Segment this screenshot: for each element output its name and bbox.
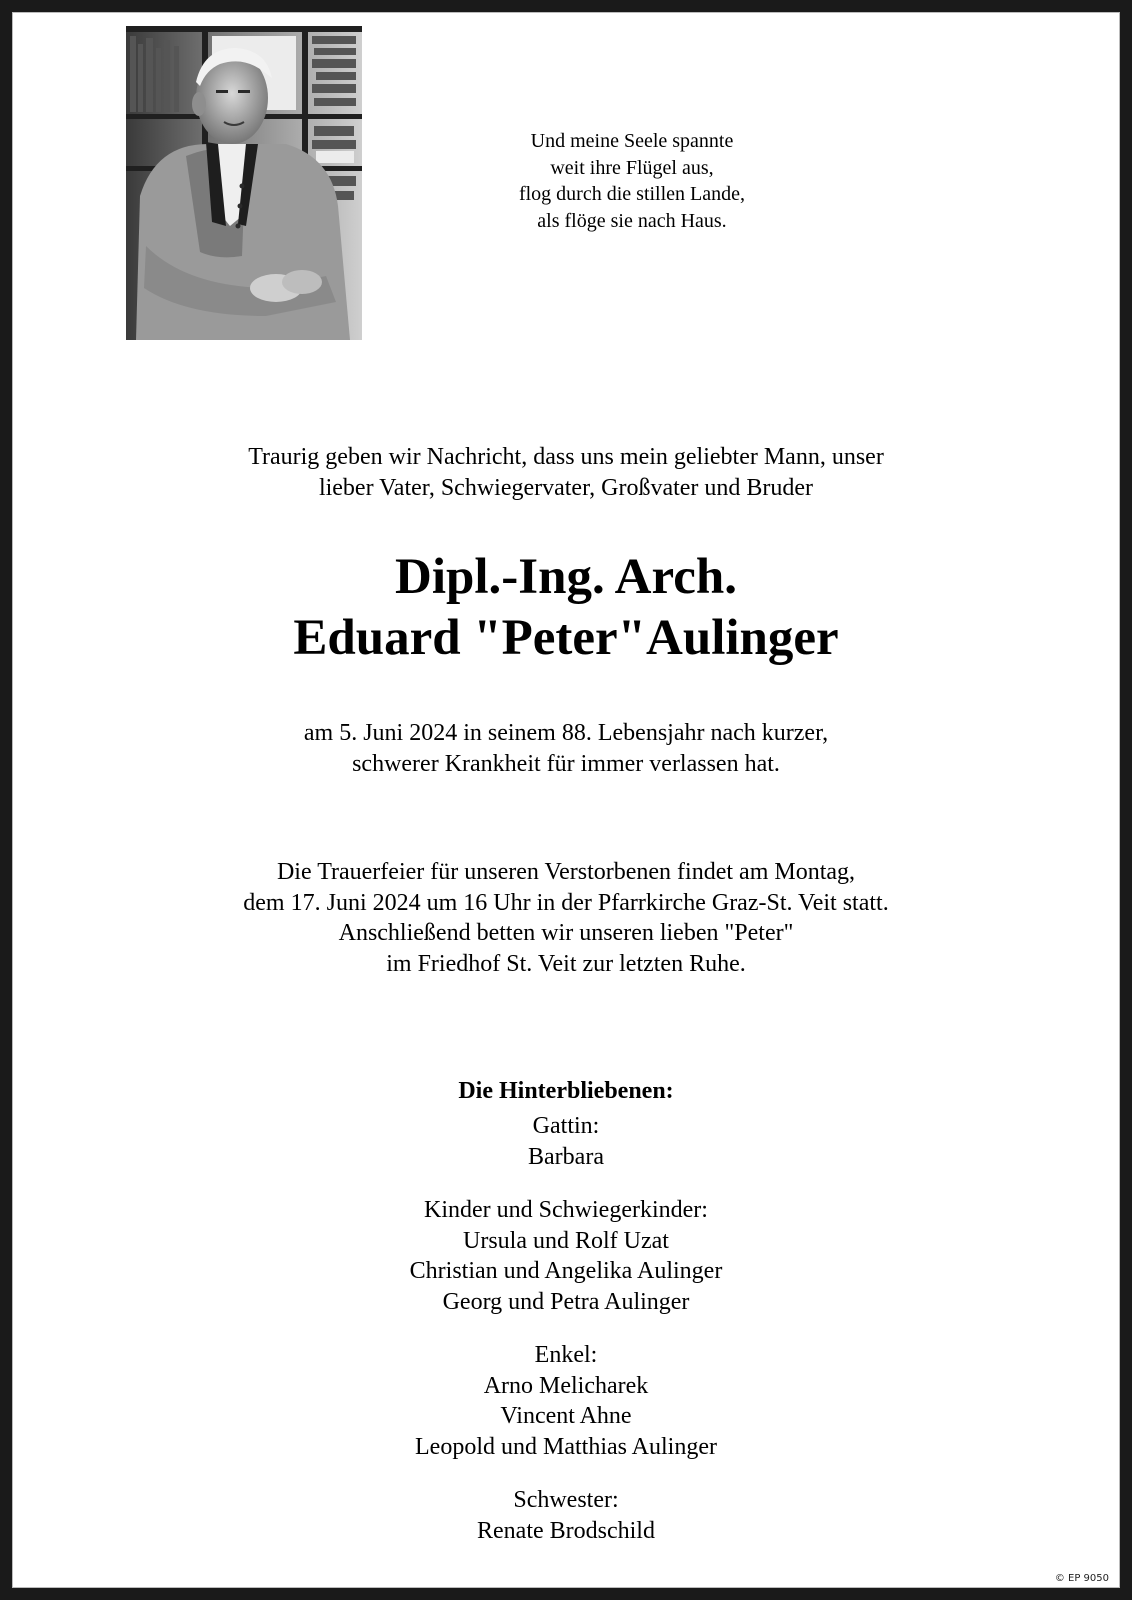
survivor-name: Barbara — [528, 1143, 604, 1170]
group-label: Enkel: — [534, 1342, 598, 1368]
poem-verse — [452, 128, 812, 234]
funeral-details — [12, 857, 1120, 979]
survivor-name: Vincent Ahne — [500, 1403, 632, 1429]
survivor-name: Ursula und Rolf Uzat — [463, 1227, 669, 1254]
survivor-group-children — [12, 1195, 1120, 1317]
poem-line: Und meine Seele spannte — [530, 130, 734, 152]
death-notice-line: schwerer Krankheit für immer verlassen hat. — [352, 751, 780, 777]
survivor-name: Leopold und Matthias Aulinger — [415, 1433, 717, 1460]
announcement-line: Traurig geben wir Nachricht, dass uns mein geliebter Mann, unser — [248, 444, 884, 470]
survivor-name: Renate Brodschild — [477, 1517, 655, 1544]
group-label: Schwester: — [513, 1487, 619, 1513]
poem-line: als flöge sie nach Haus. — [537, 209, 727, 232]
survivor-name: Christian und Angelika Aulinger — [409, 1258, 723, 1284]
group-label: Kinder und Schwiegerkinder: — [424, 1197, 708, 1223]
survivor-name: Arno Melicharek — [483, 1372, 649, 1399]
survivor-group-grandchildren — [12, 1340, 1120, 1462]
death-notice — [12, 718, 1120, 780]
survivor-name: Georg und Petra Aulinger — [442, 1288, 690, 1315]
deceased-title: Dipl.-Ing. Arch. — [395, 549, 737, 605]
poem-line: flog durch die stillen Lande, — [518, 183, 746, 205]
survivors-section — [12, 1076, 1120, 1546]
survivors-heading: Die Hinterbliebenen: — [458, 1078, 674, 1104]
death-notice-line: am 5. Juni 2024 in seinem 88. Lebensjahr nach kurzer, — [303, 720, 829, 746]
portrait-photo — [126, 26, 362, 340]
deceased-name: Eduard "Peter"Aulinger — [293, 610, 839, 666]
copyright-mark: © EP 9050 — [1054, 1573, 1109, 1584]
poem-line: weit ihre Flügel aus, — [550, 156, 714, 179]
funeral-line: dem 17. Juni 2024 um 16 Uhr in der Pfarrkirche Graz-St. Veit statt. — [243, 889, 889, 916]
announcement-line: lieber Vater, Schwiegervater, Großvater und Bruder — [318, 475, 814, 501]
survivor-group-spouse — [12, 1111, 1120, 1172]
survivor-group-sister — [12, 1485, 1120, 1546]
portrait-illustration — [126, 26, 362, 340]
deceased-name-block — [12, 547, 1120, 669]
funeral-line: im Friedhof St. Veit zur letzten Ruhe. — [386, 950, 746, 977]
funeral-line: Anschließend betten wir unseren lieben "Peter" — [338, 920, 794, 946]
group-label: Gattin: — [532, 1113, 600, 1139]
announcement-text — [12, 442, 1120, 504]
obituary-sheet — [12, 12, 1120, 1588]
funeral-line: Die Trauerfeier für unseren Verstorbenen findet am Montag, — [276, 859, 856, 885]
